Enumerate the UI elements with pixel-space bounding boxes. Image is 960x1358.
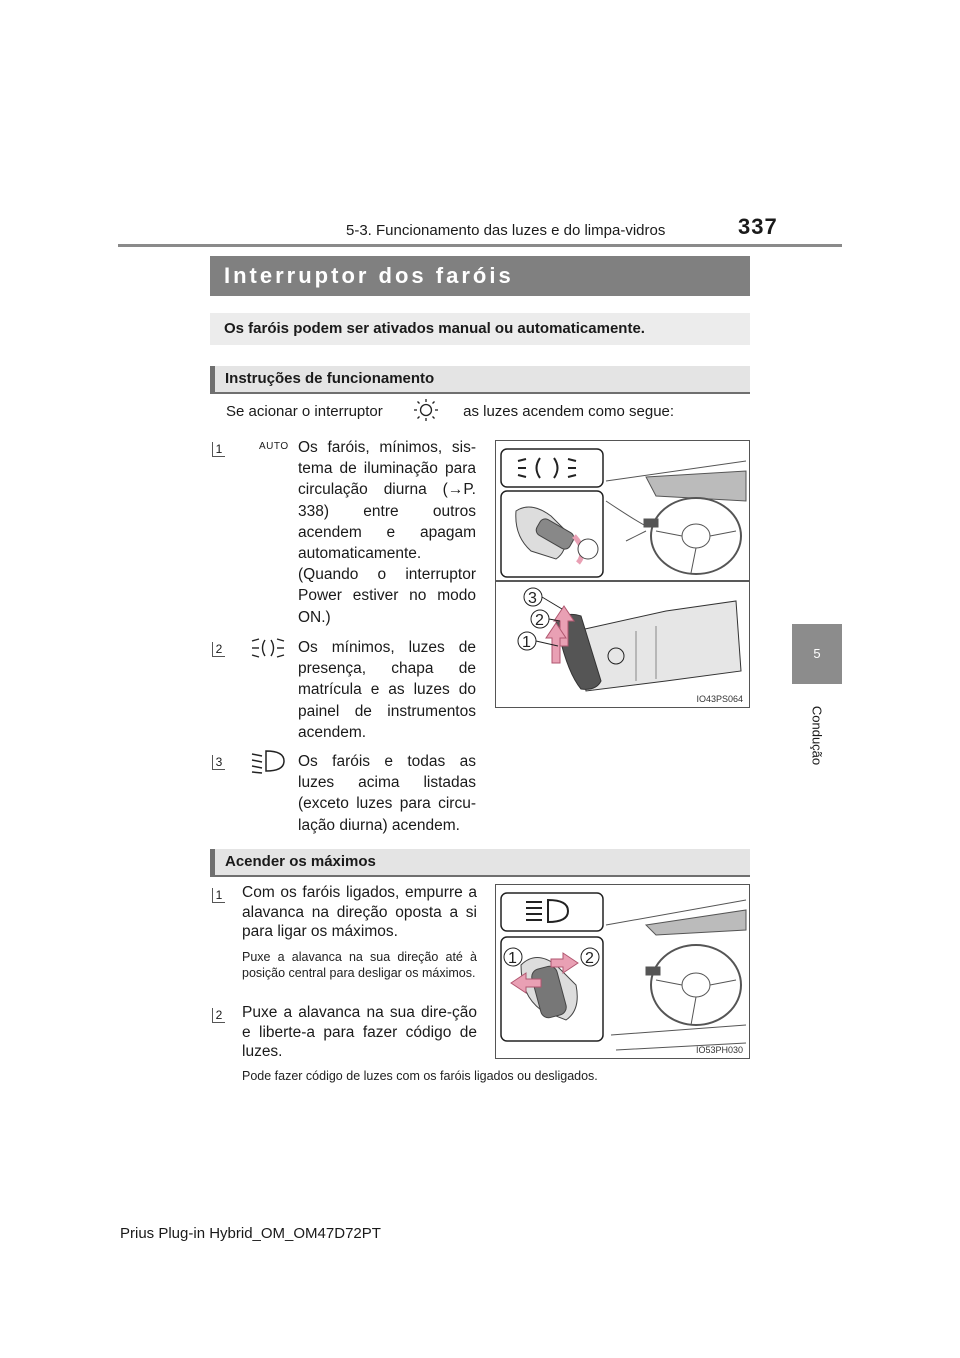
parking-lights-icon [250,637,286,659]
headlight-switch-illustration [496,441,749,707]
item-number: 2 [212,1008,225,1023]
manual-id: Prius Plug-in Hybrid_OM_OM47D72PT [120,1225,381,1242]
chapter-tab: 5 [792,624,842,684]
item-number: 2 [212,642,225,657]
figure-id: IO43PS064 [696,694,743,704]
figure-callout: 2 [585,950,594,967]
item-description: Puxe a alavanca na sua dire-ção e liberte-a para fazer código de luzes. [242,1004,477,1060]
figure-high-beam [495,884,750,1059]
item-note: Pode fazer código de luzes com os faróis ligados ou desligados. [242,1069,598,1083]
figure-id: IO53PH030 [695,1045,743,1055]
section1-lead: Se acionar o interruptor as luzes acendem como segue: [226,399,674,421]
item-number: 1 [212,442,225,457]
item-note: Puxe a alavanca na sua direção até à posição central para desligar os máximos. [242,950,477,980]
running-header: 5-3. Funcionamento das luzes e do limpa-vidros [346,222,666,239]
section-heading-operation: Instruções de funcionamento [210,366,750,392]
item-number: 3 [212,755,225,770]
page-title: Interruptor dos faróis [210,256,750,296]
item-description: Os faróis e todas as luzes acima listadas (exceto luzes para circu-lação diurna) acendem. [298,753,476,834]
headlight-low-beam-icon [250,748,286,774]
figure-callout: 3 [528,590,537,607]
figure-callout: 2 [535,612,544,629]
intro-summary: Os faróis podem ser ativados manual ou automaticamente. [210,313,750,345]
chapter-label: Condução [809,705,825,766]
header-rule [118,244,842,247]
auto-icon: AUTO [259,441,289,452]
figure-callout: 1 [522,634,531,651]
high-beam-lever-illustration [496,885,749,1058]
light-switch-sun-icon [411,399,441,421]
figure-headlight-switch [495,440,750,708]
item-number: 1 [212,888,225,903]
item-description: Com os faróis ligados, empurre a alavanca na direção oposta a si para ligar os máximos. [242,884,477,940]
page-number: 337 [738,214,778,239]
section-heading-high-beam: Acender os máximos [210,849,750,875]
item-description: Os faróis, mínimos, sis-tema de iluminação para circulação diurna (→P. 338) entre outros acendem e apagam automaticamente. (Quando o interruptor Power estiver no modo ON.) [298,439,476,626]
figure-callout: 1 [508,950,517,967]
item-description: Os mínimos, luzes de presença, chapa de matrícula e as luzes do painel de instrumentos acendem. [298,639,476,741]
